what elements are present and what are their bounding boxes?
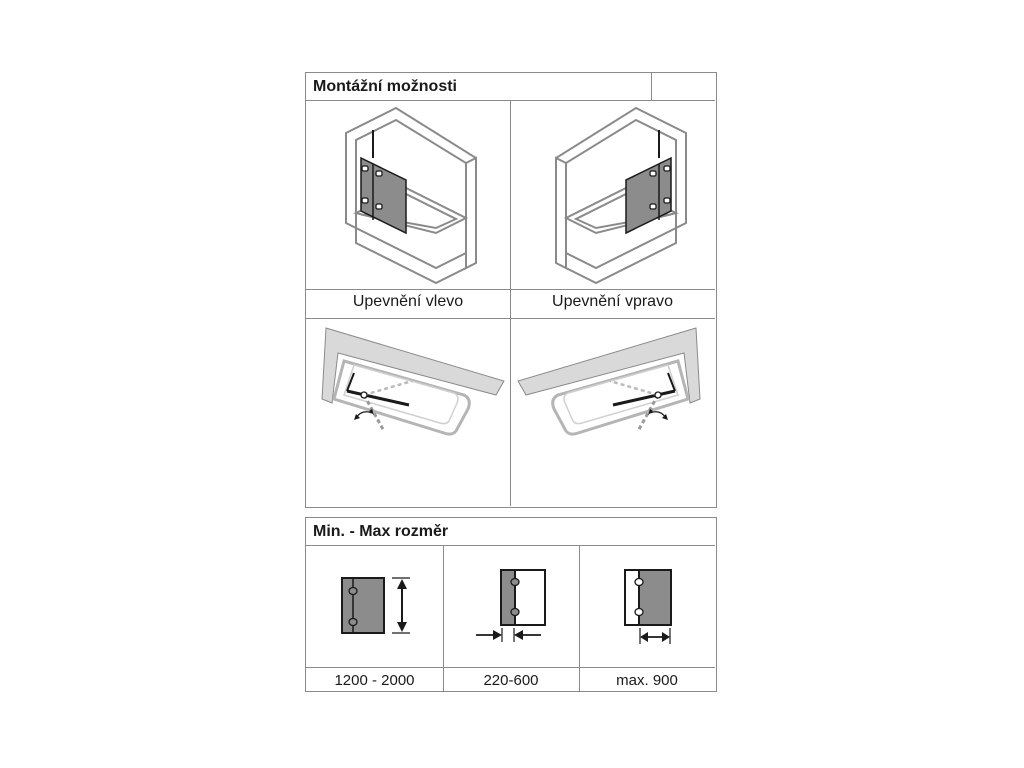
bathtub-screen-left-illustration xyxy=(336,108,486,283)
height-range-label: 1200 - 2000 xyxy=(334,672,415,689)
wing-width-dimension-diagram xyxy=(619,568,679,644)
fixed-width-dimension-diagram xyxy=(473,568,553,644)
mounting-options-title: Montážní možnosti xyxy=(306,73,653,101)
mounting-left-caption: Upevnění vlevo xyxy=(352,293,464,310)
mounting-right-caption: Upevnění vpravo xyxy=(552,293,673,310)
plan-view-right-illustration xyxy=(518,323,708,443)
plan-view-left-illustration xyxy=(314,323,504,443)
wing-width-max-label: max. 900 xyxy=(616,672,678,689)
bathtub-screen-right-illustration xyxy=(546,108,696,283)
fixed-width-range-label: 220-600 xyxy=(483,672,539,689)
height-dimension-diagram xyxy=(340,576,412,636)
dimensions-title: Min. - Max rozměr xyxy=(306,518,715,546)
header-empty-cell xyxy=(651,73,715,101)
dimensions-panel xyxy=(305,517,717,692)
mounting-options-panel xyxy=(305,72,717,508)
